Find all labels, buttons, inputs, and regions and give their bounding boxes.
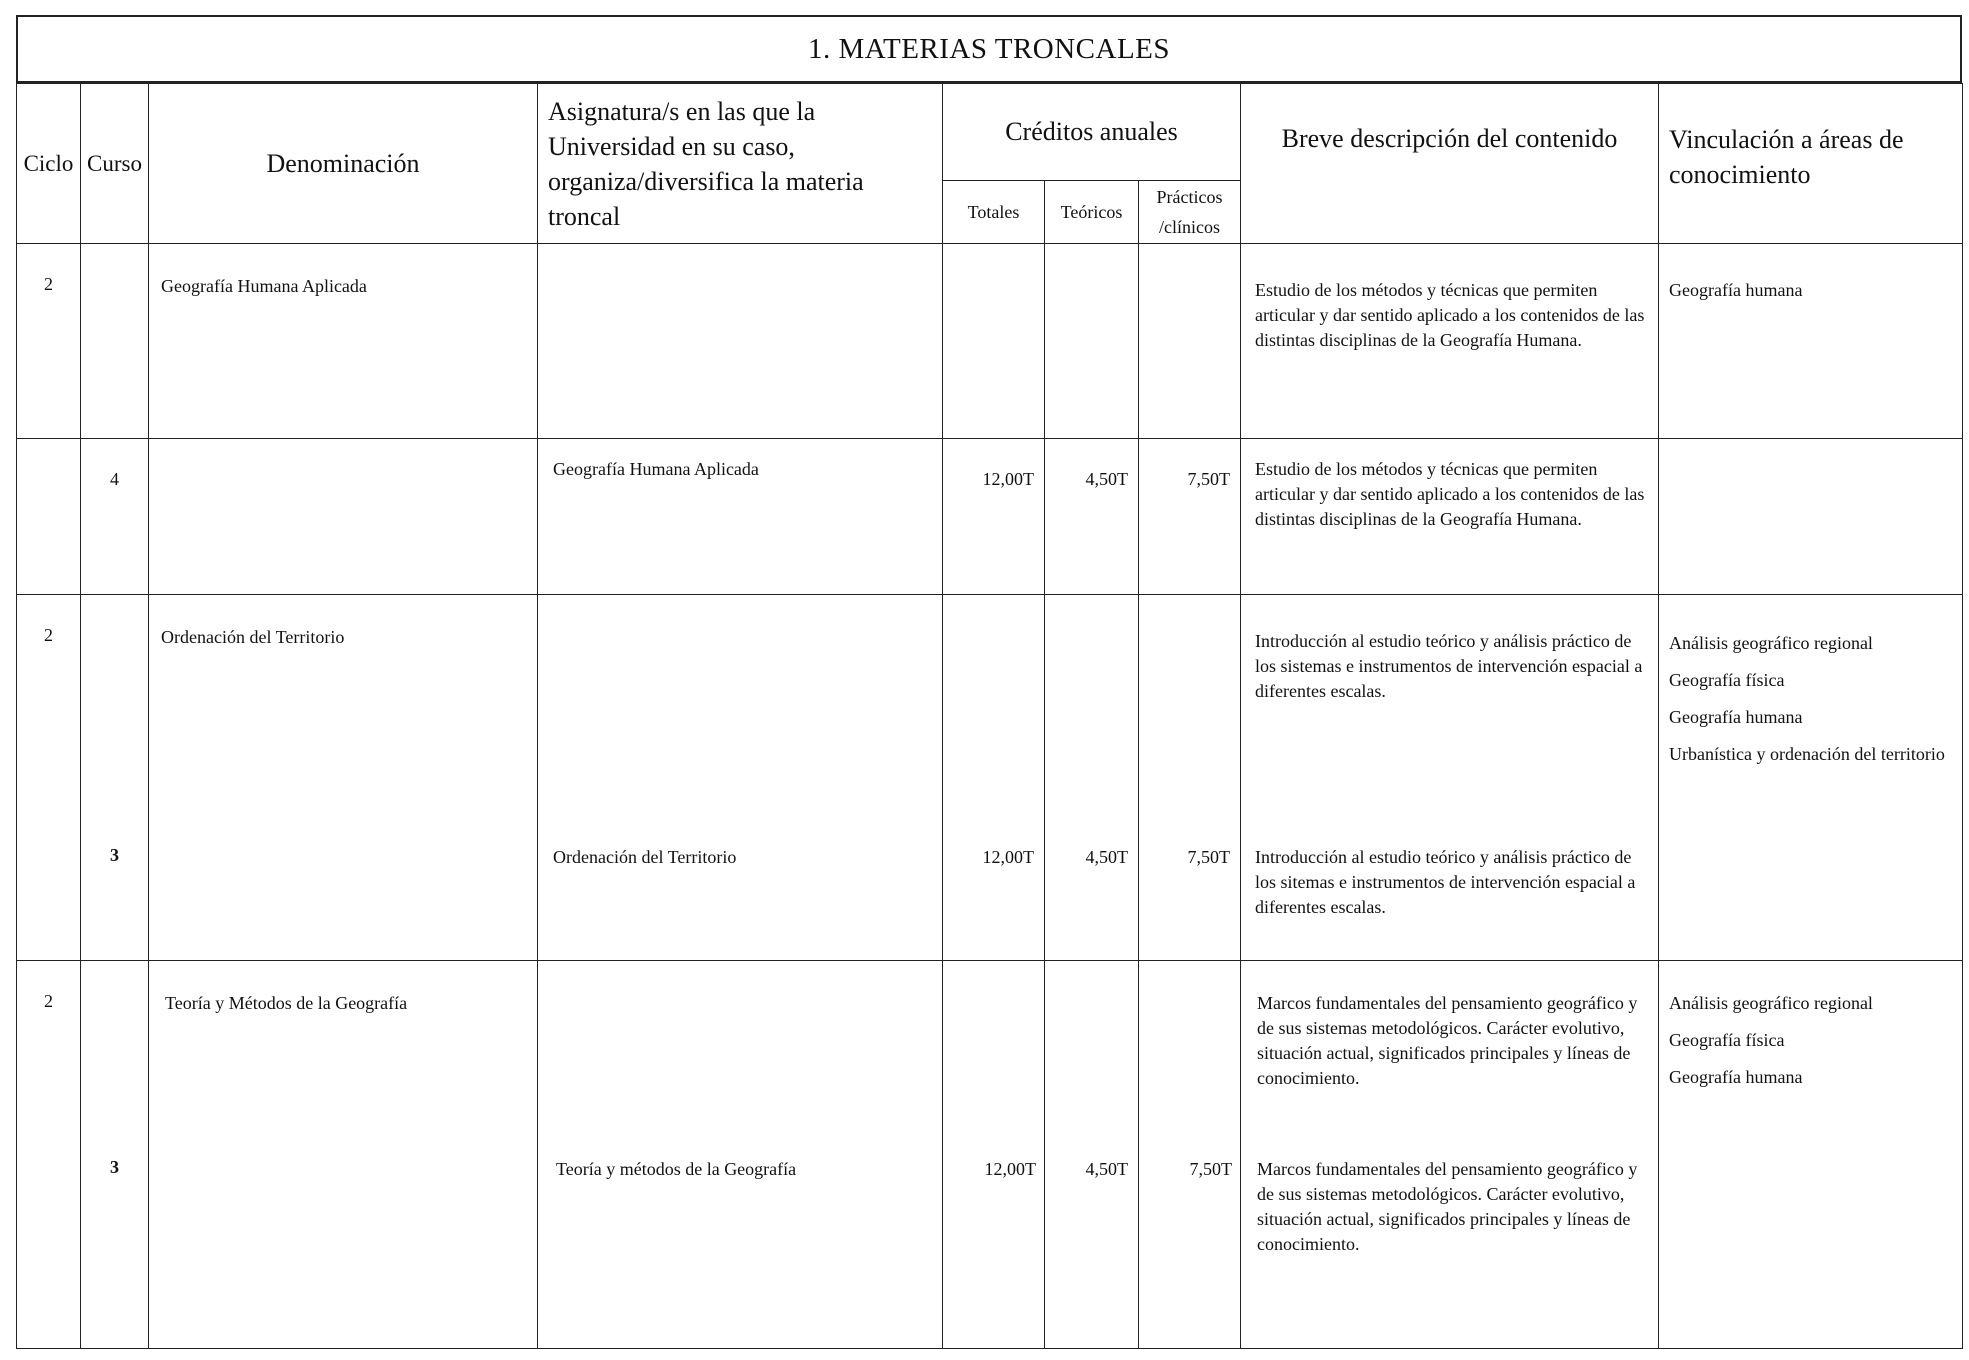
asignatura-value: Ordenación del Territorio — [553, 847, 737, 867]
cell-totales: 12,00T — [943, 439, 1045, 595]
cell-descripcion — [1241, 961, 1659, 1349]
header-row — [17, 84, 1963, 181]
cell-totales — [943, 961, 1045, 1349]
cell-asignatura — [538, 961, 943, 1349]
area-item: Análisis geográfico regional — [1669, 993, 1873, 1013]
cell-ciclo — [17, 595, 81, 961]
cell-practicos — [1139, 961, 1241, 1349]
cell-areas — [1659, 244, 1963, 439]
asignatura-value: Teoría y métodos de la Geografía — [556, 1159, 797, 1179]
area-item: Análisis geográfico regional — [1669, 633, 1873, 653]
header-descripcion: Breve descripción del contenido — [1241, 84, 1659, 244]
area-item: Geografía física — [1669, 670, 1785, 690]
table-row — [17, 439, 1963, 595]
cell-curso — [81, 961, 149, 1349]
ciclo-value: 2 — [44, 625, 53, 645]
curso-value: 3 — [110, 1157, 119, 1177]
cell-totales — [943, 244, 1045, 439]
table-row — [17, 961, 1963, 1349]
header-curso: Curso — [81, 84, 149, 244]
cell-areas — [1659, 595, 1963, 961]
header-asignatura: Asignatura/s en las que la Universidad en su caso, organiza/diversifica la materia troncal — [538, 84, 943, 244]
area-item: Geografía física — [1669, 1030, 1785, 1050]
cell-descripcion — [1241, 595, 1659, 961]
cell-curso: 4 — [81, 439, 149, 595]
cell-asignatura — [538, 595, 943, 961]
totales-value: 12,00T — [982, 847, 1034, 867]
curso-value: 3 — [110, 845, 119, 865]
cell-practicos: 7,50T — [1139, 439, 1241, 595]
cell-ciclo — [17, 439, 81, 595]
cell-teoricos: 4,50T — [1045, 439, 1139, 595]
cell-descripcion: Estudio de los métodos y técnicas que permiten articular y dar sentido aplicado a los contenidos de las distintas disciplinas de la Geografía Humana. — [1241, 439, 1659, 595]
cell-denominacion: Teoría y Métodos de la Geografía — [149, 961, 538, 1349]
descripcion-asignatura: Introducción al estudio teórico y análisis práctico de los sitemas e instrumentos de intervención espacial a diferentes escalas. — [1255, 847, 1636, 917]
descripcion-asignatura: Marcos fundamentales del pensamiento geográfico y de sus sistemas metodológicos. Carácter evolutivo, situación actual, significados principales y líneas de conocimiento. — [1257, 1159, 1638, 1254]
materias-table — [16, 83, 1963, 1349]
cell-practicos — [1139, 595, 1241, 961]
area-item: Geografía humana — [1669, 707, 1803, 727]
descripcion-materia: Marcos fundamentales del pensamiento geográfico y de sus sistemas metodológicos. Carácter evolutivo, situación actual, significados principales y líneas de conocimiento. — [1257, 993, 1638, 1088]
page-title: 1. MATERIAS TRONCALES — [16, 15, 1962, 83]
ciclo-value: 2 — [44, 991, 53, 1011]
teoricos-value: 4,50T — [1085, 1159, 1128, 1179]
cell-denominacion: Geografía Humana Aplicada — [149, 244, 538, 439]
cell-teoricos — [1045, 244, 1139, 439]
area-item: Geografía humana — [1669, 1067, 1803, 1087]
teoricos-value: 4,50T — [1085, 847, 1128, 867]
table-row — [17, 244, 1963, 439]
cell-areas — [1659, 439, 1963, 595]
cell-areas — [1659, 961, 1963, 1349]
totales-value: 12,00T — [984, 1159, 1036, 1179]
cell-denominacion: Ordenación del Territorio — [149, 595, 538, 961]
cell-asignatura — [538, 244, 943, 439]
cell-teoricos — [1045, 961, 1139, 1349]
header-teoricos: Teóricos — [1045, 181, 1139, 244]
practicos-value: 7,50T — [1189, 1159, 1232, 1179]
cell-denominacion — [149, 439, 538, 595]
table-row — [17, 595, 1963, 961]
cell-teoricos — [1045, 595, 1139, 961]
header-creditos: Créditos anuales — [943, 84, 1241, 181]
area-item: Urbanística y ordenación del territorio — [1669, 744, 1945, 764]
descripcion-materia: Introducción al estudio teórico y análisis práctico de los sistemas e instrumentos de intervención espacial a diferentes escalas. — [1255, 631, 1643, 701]
cell-totales — [943, 595, 1045, 961]
cell-descripcion: Estudio de los métodos y técnicas que permiten articular y dar sentido aplicado a los contenidos de las distintas disciplinas de la Geografía Humana. — [1241, 244, 1659, 439]
header-ciclo: Ciclo — [17, 84, 81, 244]
practicos-value: 7,50T — [1187, 847, 1230, 867]
header-totales: Totales — [943, 181, 1045, 244]
area-item: Geografía humana — [1669, 280, 1803, 300]
cell-curso — [81, 244, 149, 439]
cell-curso — [81, 595, 149, 961]
cell-ciclo: 2 — [17, 244, 81, 439]
header-denominacion: Denominación — [149, 84, 538, 244]
cell-ciclo — [17, 961, 81, 1349]
header-practicos: Prácticos /clínicos — [1139, 181, 1241, 244]
cell-asignatura: Geografía Humana Aplicada — [538, 439, 943, 595]
cell-practicos — [1139, 244, 1241, 439]
header-vinculacion: Vinculación a áreas de conocimiento — [1659, 84, 1963, 244]
